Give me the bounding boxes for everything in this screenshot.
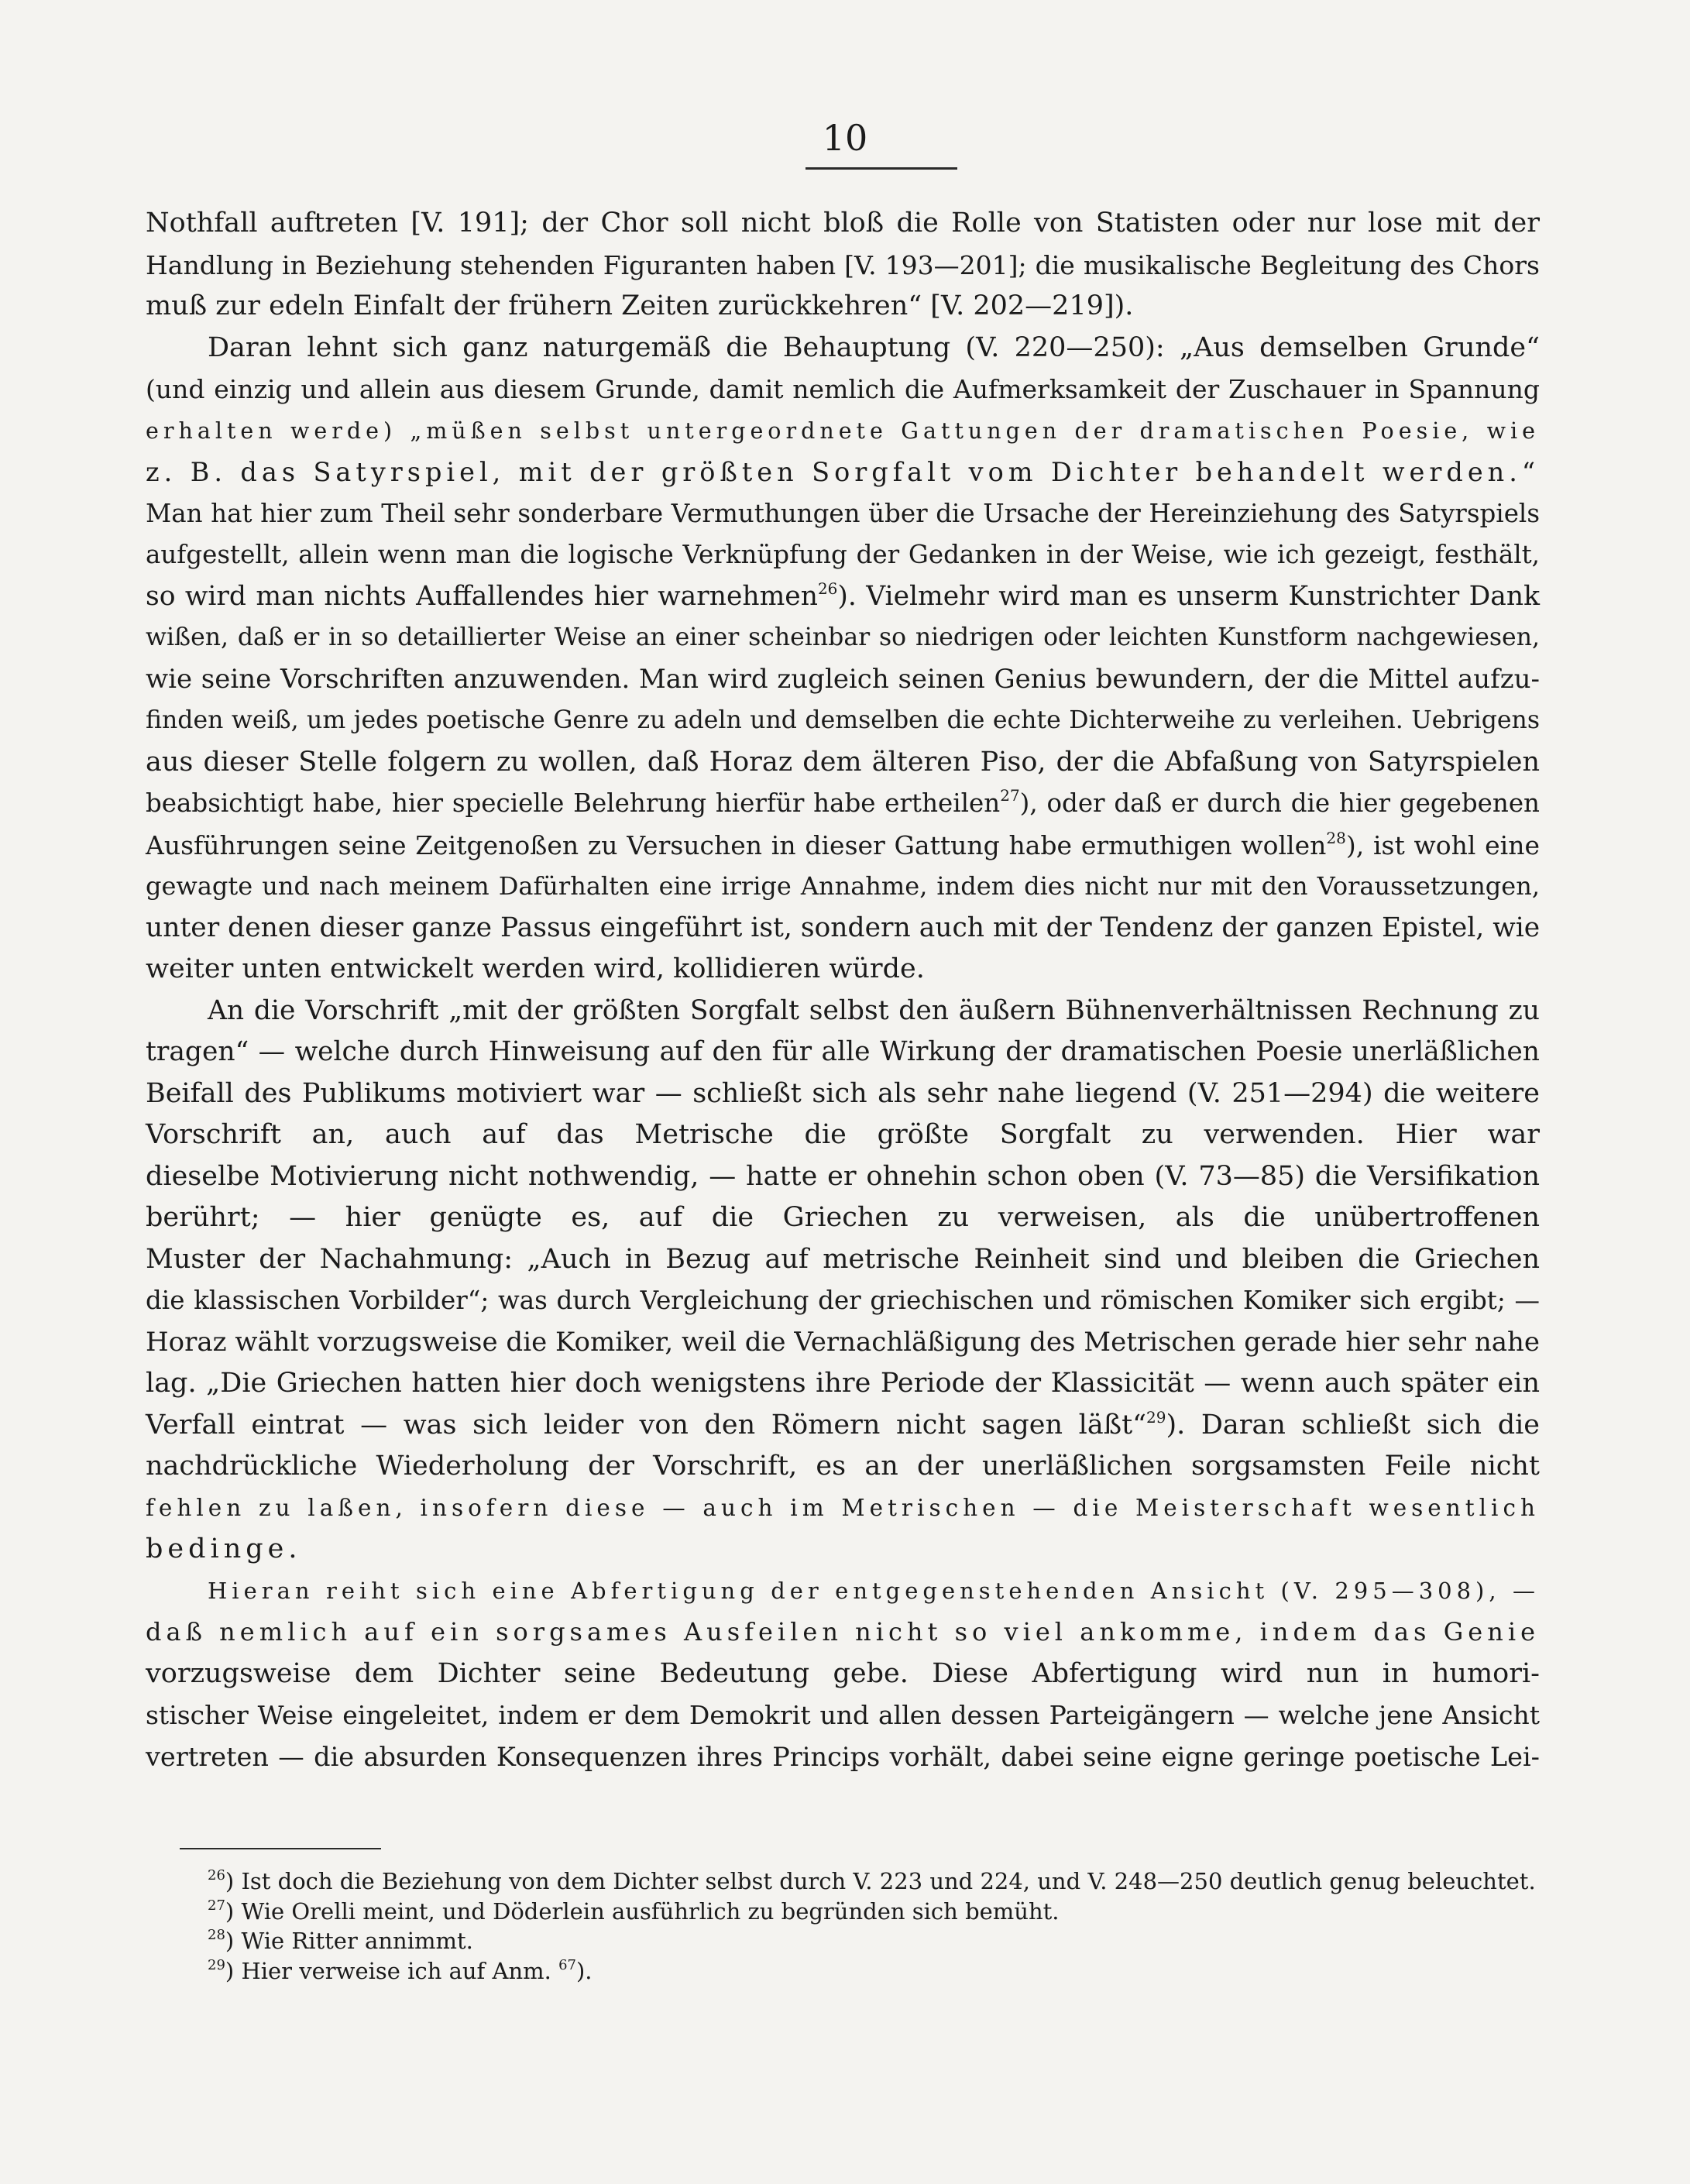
footnote-number: 26 (208, 1867, 225, 1884)
text-line: aus dieser Stelle folgern zu wollen, daß Horaz dem älteren Piso, der die Abfaßung von Satyrspielen (146, 746, 1540, 778)
text-line: vertreten — die absurden Konsequenzen ihres Princips vorhält, dabei seine eigne geringe poetische Lei- (146, 1741, 1540, 1772)
text-line: Man hat hier zum Theil sehr sonderbare Vermuthungen über die Ursache der Hereinziehung des Satyrspiels (146, 498, 1540, 528)
text-line: die klassischen Vorbilder“; was durch Vergleichung der griechischen und römischen Komiker sich ergibt; — (146, 1286, 1540, 1315)
footnote-ref-27[interactable]: 27 (1000, 786, 1020, 805)
header-rule (805, 167, 957, 170)
text-line: berührt; — hier genügte es, auf die Griechen zu verweisen, als die unübertroffenen (146, 1202, 1540, 1233)
footnote-ref-26[interactable]: 26 (817, 579, 838, 598)
text-line: nachdrückliche Wiederholung der Vorschrift, es an der unerläßlichen sorgsamsten Feile nicht (146, 1451, 1540, 1482)
text-line: (und einzig und allein aus diesem Grunde, damit nemlich die Aufmerksamkeit der Zuschauer in Spannung (146, 374, 1540, 404)
text-line: gewagte und nach meinem Dafürhalten eine irrige Annahme, indem dies nicht nur mit den Voraussetzungen, (146, 871, 1540, 901)
text-line: Verfall eintrat — was sich leider von den Römern nicht sagen läßt“$^{29}$). Daran schließt sich die (146, 1407, 1541, 1441)
text-line: aufgestellt, allein wenn man die logische Verknüpfung der Gedanken in der Weise, wie ich gezeigt, festhält, (146, 540, 1540, 569)
footnote-29: $^{29}$) Hier verweise ich auf Anm. $^{67}$). (208, 1956, 593, 1984)
text-line: muß zur edeln Einfalt der frühern Zeiten zurückkehren“ [V. 202—219]). (146, 290, 1134, 321)
paragraph-start-line: An die Vorschrift „mit der größten Sorgfalt selbst den äußern Bühnenverhältnissen Rechnung zu (208, 994, 1540, 1026)
footnote-ref-67[interactable]: 67 (558, 1956, 576, 1973)
text-line: lag. „Die Griechen hatten hier doch wenigstens ihre Periode der Klassicität — wenn auch später ein (146, 1368, 1540, 1399)
text-line: unter denen dieser ganze Passus eingeführt ist, sondern auch mit der Tendenz der ganzen Epistel, wie (146, 912, 1541, 943)
text-line: z. B. das Satyrspiel, mit der größten Sorgfalt vom Dichter behandelt werden.“ (146, 457, 1540, 487)
footnote-26: $^{26}$) Ist doch die Beziehung von dem Dichter selbst durch V. 223 und 224, und V. 248—250 deutlich genug beleuchtet. (208, 1867, 1536, 1894)
text-line: fehlen zu laßen, insofern diese — auch im Metrischen — die Meisterschaft wesentlich (146, 1494, 1540, 1521)
text-line: Vorschrift an, auch auf das Metrische die größte Sorgfalt zu verwenden. Hier war (146, 1119, 1540, 1150)
footnote-ref-29[interactable]: 29 (1146, 1407, 1166, 1427)
text-line: so wird man nichts Auffallendes hier warnehmen$^{26}$). Vielmehr wird man es unserm Kunstrichter Dank (146, 579, 1540, 612)
text-line: wißen, daß er in so detaillierter Weise an einer scheinbar so niedrigen oder leichten Kunstform nachgewiesen, (146, 623, 1540, 651)
text-line: Horaz wählt vorzugsweise die Komiker, weil die Vernachläßigung des Metrischen gerade hier sehr nahe (146, 1326, 1540, 1358)
text-line: vorzugsweise dem Dichter seine Bedeutung gebe. Diese Abfertigung wird nun in humori- (146, 1657, 1540, 1689)
paragraph-start-line: Hieran reiht sich eine Abfertigung der entgegenstehenden Ansicht (V. 295—308), — (208, 1577, 1540, 1604)
text-line: bedinge. (146, 1533, 302, 1564)
text-line: daß nemlich auf ein sorgsames Ausfeilen nicht so viel ankomme, indem das Genie (146, 1617, 1540, 1647)
footnote-number: 27 (208, 1897, 225, 1914)
text-line: beabsichtigt habe, hier specielle Belehrung hierfür habe ertheilen$^{27}$), oder daß er durch die hier gegebenen (146, 786, 1540, 818)
text-line: dieselbe Motivierung nicht nothwendig, — hatte er ohnehin schon oben (V. 73—85) die Versifikation (146, 1160, 1540, 1192)
text-line: stischer Weise eingeleitet, indem er dem Demokrit und allen dessen Parteigängern — welche jene Ansicht (146, 1700, 1540, 1730)
footnote-28: $^{28}$) Wie Ritter annimmt. (208, 1927, 473, 1954)
footnote-ref-28[interactable]: 28 (1326, 828, 1346, 847)
footnote-rule (180, 1848, 381, 1849)
text-line: Nothfall auftreten [V. 191]; der Chor soll nicht bloß die Rolle von Statisten oder nur lose mit der (146, 208, 1540, 239)
footnote-number: 29 (208, 1956, 225, 1973)
paragraph-start-line: Daran lehnt sich ganz naturgemäß die Behauptung (V. 220—250): „Aus demselben Grunde“ (208, 331, 1540, 363)
text-line: Beifall des Publikums motiviert war — schließt sich als sehr nahe liegend (V. 251—294) die weitere (146, 1077, 1540, 1109)
text-line: Muster der Nachahmung: „Auch in Bezug auf metrische Reinheit sind und bleiben die Griechen (146, 1243, 1540, 1275)
footnote-27: $^{27}$) Wie Orelli meint, und Döderlein ausführlich zu begründen sich bemüht. (208, 1897, 1060, 1925)
footnotes (208, 1866, 1540, 1986)
text-line: weiter unten entwickelt werden wird, kollidieren würde. (146, 953, 925, 984)
text-line: tragen“ — welche durch Hinweisung auf den für alle Wirkung der dramatischen Poesie unerläßlichen (146, 1036, 1540, 1067)
text-line: erhalten werde) „müßen selbst untergeordnete Gattungen der dramatischen Poesie, wie (146, 417, 1540, 444)
footnote-number: 28 (208, 1927, 225, 1943)
text-line: wie seine Vorschriften anzuwenden. Man wird zugleich seinen Genius bewundern, der die Mittel aufzu- (146, 663, 1540, 695)
text-line: Ausführungen seine Zeitgenoßen zu Versuchen in dieser Gattung habe ermuthigen wollen$^{28}$), ist wohl eine (146, 828, 1541, 860)
text-line: finden weiß, um jedes poetische Genre zu adeln und demselben die echte Dichterweihe zu verleihen. Uebrigens (146, 706, 1540, 734)
body-text (146, 203, 1540, 1777)
text-line: Handlung in Beziehung stehenden Figuranten haben [V. 193—201]; die musikalische Begleitung des Chors (146, 249, 1540, 280)
page-number: 10 (822, 117, 868, 159)
